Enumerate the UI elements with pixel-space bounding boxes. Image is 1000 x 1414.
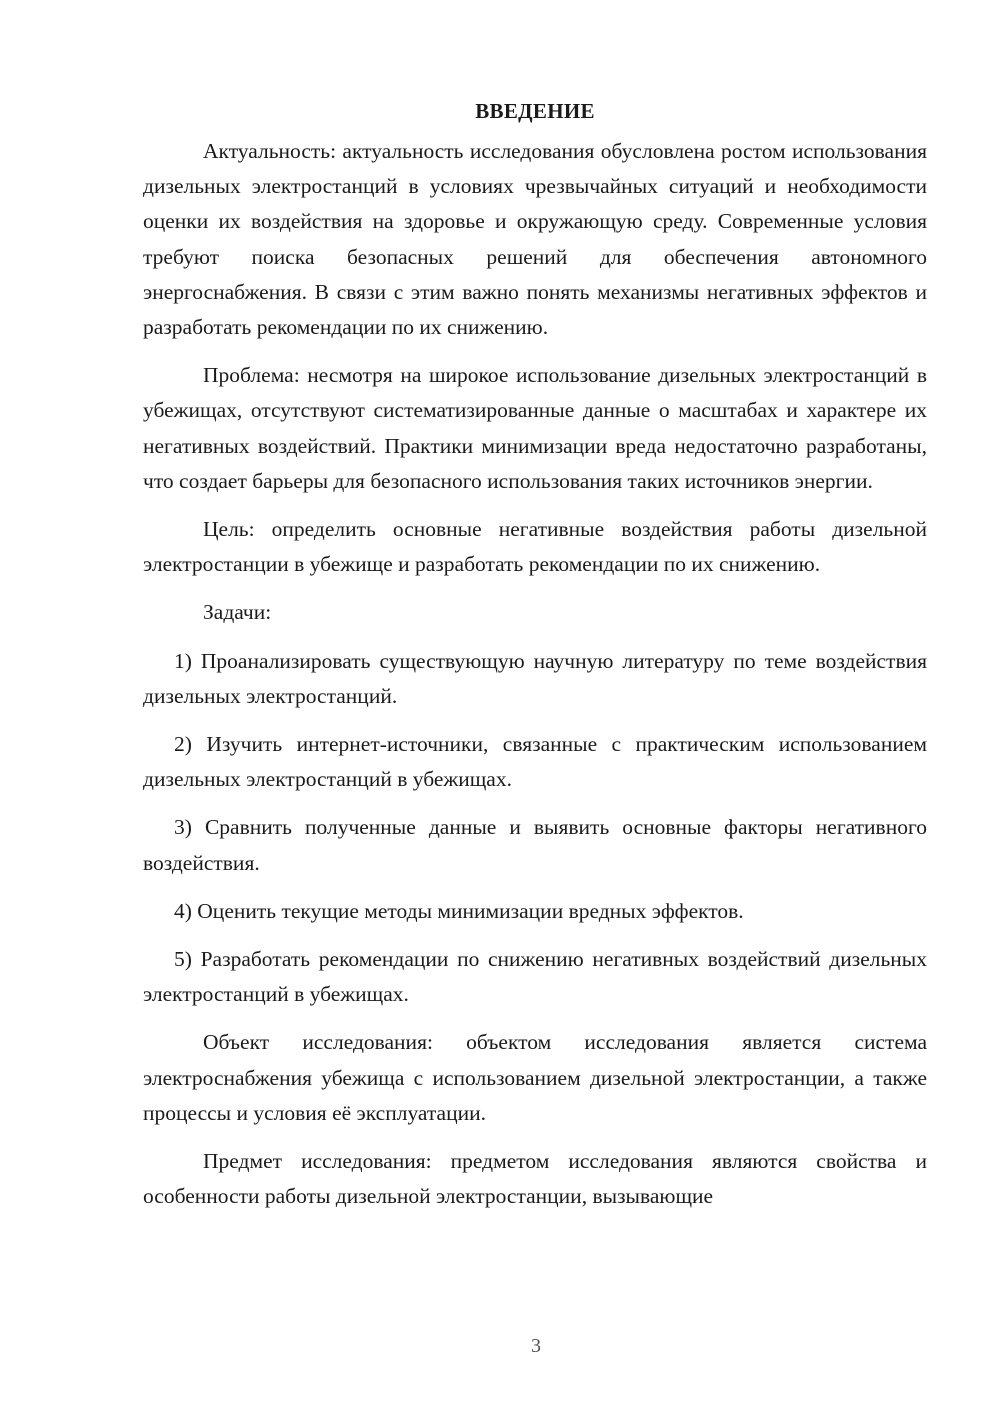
paragraph-subject: Предмет исследования: предметом исследования являются свойства и особенности работы дизельной электростанции, вызывающие: [143, 1149, 927, 1209]
task-item-3: 3) Сравнить полученные данные и выявить основные факторы негативного воздействия.: [143, 815, 927, 875]
task-item-5: 5) Разработать рекомендации по снижению негативных воздействий дизельных электростанций в убежищах.: [143, 947, 927, 1007]
task-item-4: 4) Оценить текущие методы минимизации вредных эффектов.: [174, 898, 744, 923]
paragraph-relevance: Актуальность: актуальность исследования обусловлена ростом использования дизельных электростанций в условиях чрезвычайных ситуаций и необходимости оценки их воздействия на здоровье и окружающую среду. Современные условия требуют поиска безопасных решений для обеспечения автономного энергоснабжения. В связи с этим важно понять механизмы негативных эффектов и разработать рекомендации по их снижению.: [143, 139, 927, 340]
task-item-2: 2) Изучить интернет-источники, связанные с практическим использованием дизельных электростанций в убежищах.: [143, 732, 927, 792]
page-number: 3: [531, 1335, 541, 1357]
paragraph-problem: Проблема: несмотря на широкое использование дизельных электростанций в убежищах, отсутствуют систематизированные данные о масштабах и характере их негативных воздействий. Практики минимизации вреда недостаточно разработаны, что создает барьеры для безопасного использования таких источников энергии.: [143, 363, 927, 493]
paragraph-goal: Цель: определить основные негативные воздействия работы дизельной электростанции в убежище и разработать рекомендации по их снижению.: [143, 517, 927, 577]
paragraph-object: Объект исследования: объектом исследования является система электроснабжения убежища с использованием дизельной электростанции, а также процессы и условия её эксплуатации.: [143, 1030, 927, 1125]
tasks-label: Задачи:: [203, 600, 272, 625]
task-item-1: 1) Проанализировать существующую научную литературу по теме воздействия дизельных электростанций.: [143, 648, 927, 708]
document-body: [143, 94, 927, 1227]
section-title: ВВЕДЕНИЕ: [475, 99, 595, 123]
